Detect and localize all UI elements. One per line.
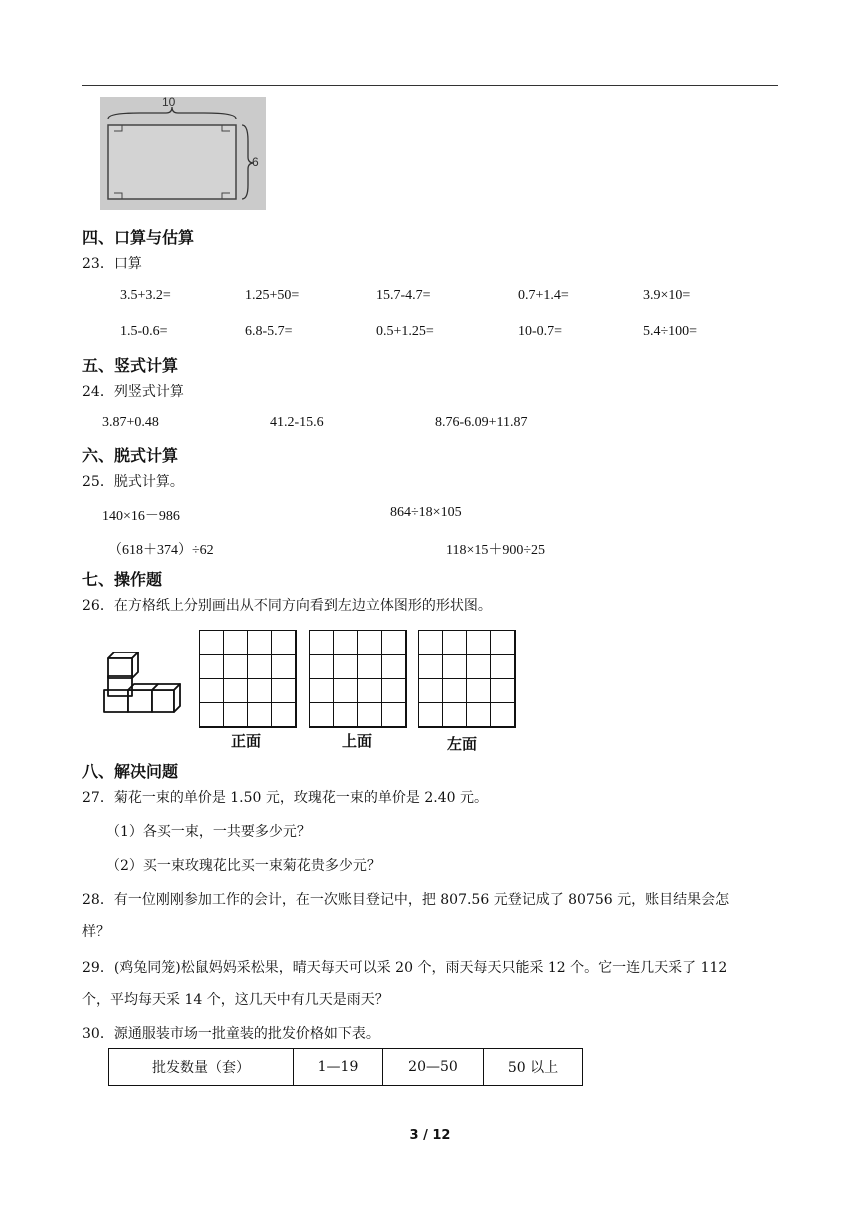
cube-solid-figure — [102, 652, 182, 716]
stepwise-calc-item: （618＋374）÷62 — [108, 543, 214, 558]
grid-label-front: 正面 — [231, 732, 262, 750]
calc-item: 1.5-0.6= — [120, 324, 168, 339]
question-28-line-1: 28．有一位刚刚参加工作的会计，在一次账目登记中，把 807.56 元登记成了 80756 元，账目结果会怎 — [82, 892, 730, 908]
question-24: 24．列竖式计算 — [82, 384, 184, 400]
question-27-part-1: （1）各买一束，一共要多少元？ — [106, 824, 311, 840]
table-cell: 批发数量（套） — [109, 1049, 294, 1086]
question-29-line-1: 29．(鸡兔同笼)松鼠妈妈采松果，晴天每天可以采 20 个，雨天每天只能采 12 个。它一连几天采了 112 — [82, 960, 728, 976]
side-dimension-label: 6 — [252, 155, 259, 169]
question-23: 23．口算 — [82, 256, 142, 272]
question-25: 25．脱式计算。 — [82, 474, 184, 490]
table-cell: 1—19 — [294, 1049, 383, 1086]
section-4-heading: 四、口算与估算 — [82, 228, 195, 247]
table-cell: 20—50 — [383, 1049, 484, 1086]
drawing-grid-left[interactable] — [418, 630, 516, 728]
price-table — [108, 1048, 583, 1086]
page-number: 3 / 12 — [409, 1128, 451, 1143]
question-30: 30．源通服装市场一批童装的批发价格如下表。 — [82, 1026, 380, 1042]
calc-item: 15.7-4.7= — [376, 288, 431, 303]
calc-item: 10-0.7= — [518, 324, 563, 339]
calc-item: 0.7+1.4= — [518, 288, 569, 303]
grid-label-top: 上面 — [342, 732, 373, 750]
calc-item: 1.25+50= — [245, 288, 300, 303]
section-5-heading: 五、竖式计算 — [82, 356, 179, 375]
calc-item: 0.5+1.25= — [376, 324, 434, 339]
calc-item: 5.4÷100= — [643, 324, 698, 339]
rectangle-figure-drawing — [100, 97, 266, 210]
stepwise-calc-item: 864÷18×105 — [390, 505, 462, 520]
question-27-part-2: （2）买一束玫瑰花比买一束菊花贵多少元？ — [106, 858, 381, 874]
drawing-grid-top[interactable] — [309, 630, 407, 728]
table-row — [109, 1049, 583, 1086]
table-cell: 50 以上 — [484, 1049, 583, 1086]
section-8-heading: 八、解决问题 — [82, 762, 179, 781]
stepwise-calc-item: 118×15＋900÷25 — [446, 543, 546, 558]
question-26: 26．在方格纸上分别画出从不同方向看到左边立体图形的形状图。 — [82, 598, 492, 614]
drawing-grid-front[interactable] — [199, 630, 297, 728]
section-6-heading: 六、脱式计算 — [82, 446, 179, 465]
top-dimension-label: 10 — [162, 95, 176, 109]
calc-item: 3.5+3.2= — [120, 288, 171, 303]
question-28-line-2: 样？ — [82, 924, 110, 940]
vertical-calc-item: 3.87+0.48 — [102, 415, 159, 430]
stepwise-calc-item: 140×16－986 — [102, 509, 180, 524]
grid-label-left: 左面 — [447, 735, 478, 753]
calc-item: 6.8-5.7= — [245, 324, 293, 339]
question-29-line-2: 个，平均每天采 14 个，这几天中有几天是雨天？ — [82, 992, 389, 1008]
vertical-calc-item: 41.2-15.6 — [270, 415, 324, 430]
rectangle-figure — [100, 97, 266, 210]
vertical-calc-item: 8.76-6.09+11.87 — [435, 415, 528, 430]
section-7-heading: 七、操作题 — [82, 570, 163, 589]
header-rule — [82, 85, 778, 86]
calc-item: 3.9×10= — [643, 288, 691, 303]
question-27: 27．菊花一束的单价是 1.50 元，玫瑰花一束的单价是 2.40 元。 — [82, 790, 488, 806]
